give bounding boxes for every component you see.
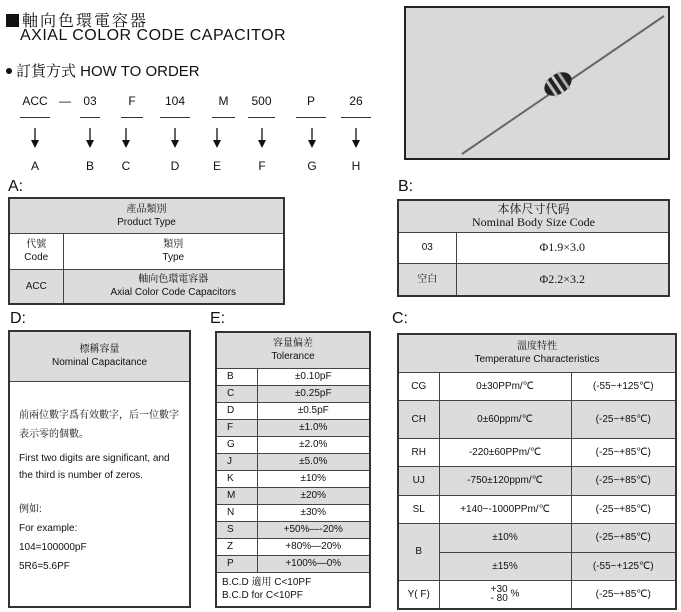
- underline: [160, 117, 190, 118]
- temperature-characteristics-table: [397, 333, 677, 610]
- table-row: B ±10% (-25~+85℃): [398, 523, 676, 552]
- order-code: 26: [349, 94, 363, 108]
- title-en: AXIAL COLOR CODE CAPACITOR: [20, 27, 287, 44]
- order-letter: H: [351, 159, 361, 173]
- underline: [80, 117, 100, 118]
- body-size-table: [397, 199, 670, 297]
- underline: [296, 117, 326, 118]
- table-row: J ±5.0%: [216, 453, 370, 470]
- table-row: N ±30%: [216, 504, 370, 521]
- underline: [121, 117, 143, 118]
- section-b-label: B:: [398, 178, 414, 195]
- arrow-down-icon: [212, 128, 222, 148]
- order-code: 03: [83, 94, 97, 108]
- order-letter: A: [30, 159, 39, 173]
- order-letter: D: [170, 159, 180, 173]
- section-d-label: D:: [10, 310, 26, 327]
- section-e-label: E:: [210, 310, 226, 327]
- nominal-capacitance-table: [8, 330, 191, 608]
- table-header: 本体尺寸代码 Nominal Body Size Code: [398, 200, 669, 232]
- table-row: Y( F) +30 - 80 % (-25~+85℃): [398, 580, 676, 609]
- table-row: Z +80%—20%: [216, 538, 370, 555]
- capacitance-description: 前兩位數字爲有效數字，后一位數字表示零的個數。 First two digits are significant, and the third is number of zeros. 例如: For example: 104=100000pF 5R6=5.6PF: [9, 381, 190, 607]
- order-code: 104: [164, 94, 186, 108]
- order-letter: F: [258, 159, 266, 173]
- order-code: F: [128, 94, 136, 108]
- order-code: 500: [251, 94, 272, 108]
- underline: [20, 117, 50, 118]
- table-row: M ±20%: [216, 487, 370, 504]
- order-code: P: [306, 94, 315, 108]
- underline: [212, 117, 235, 118]
- table-row: P +100%—0%: [216, 555, 370, 572]
- table-header: 標稱容量 Nominal Capacitance: [9, 331, 190, 381]
- tolerance-note: B.C.D 適用 C<10PF B.C.D for C<10PF: [216, 572, 370, 607]
- table-header: 溫度特性 Temperature Characteristics: [398, 334, 676, 372]
- table-row: UJ -750±120ppm/℃ (-25~+85℃): [398, 466, 676, 495]
- arrow-down-icon: [257, 128, 267, 148]
- tolerance-table: [215, 331, 371, 608]
- order-letter: E: [212, 159, 221, 173]
- table-row: C ±0.25pF: [216, 385, 370, 402]
- square-bullet-icon: [6, 14, 19, 27]
- underline: [341, 117, 371, 118]
- order-code: ACC: [22, 94, 48, 108]
- table-row: SL +140~-1000PPm/℃ (-25~+85℃): [398, 495, 676, 523]
- capacitor-photo: [404, 6, 670, 160]
- order-letter: C: [121, 159, 131, 173]
- product-type-table: [8, 197, 285, 305]
- arrow-down-icon: [351, 128, 361, 148]
- section-c-label: C:: [392, 310, 408, 327]
- arrow-down-icon: [307, 128, 317, 148]
- table-row: RH -220±60PPm/℃ (-25~+85℃): [398, 438, 676, 466]
- table-header: 容量偏差 Tolerance: [216, 332, 370, 368]
- order-code: M: [218, 94, 229, 108]
- table-row: ±15% (-55~+125℃): [398, 552, 676, 580]
- table-row: CG 0±30PPm/℃ (-55~+125℃): [398, 372, 676, 400]
- table-row: CH 0±60ppm/℃ (-25~+85℃): [398, 400, 676, 438]
- table-row: F ±1.0%: [216, 419, 370, 436]
- table-row: 空白 Φ2.2×3.2: [398, 263, 669, 296]
- order-dash: —: [59, 94, 71, 108]
- table-row: B ±0.10pF: [216, 368, 370, 385]
- section-a-label: A:: [8, 178, 24, 195]
- column-header-type: 類別 Type: [63, 233, 284, 269]
- title-cn: 軸向色環電容器: [6, 8, 148, 31]
- underline: [248, 117, 275, 118]
- table-row: ACC 軸向色環電容器 Axial Color Code Capacitors: [9, 269, 284, 304]
- table-row: D ±0.5pF: [216, 402, 370, 419]
- column-header-code: 代號 Code: [9, 233, 63, 269]
- arrow-down-icon: [85, 128, 95, 148]
- order-letter: B: [85, 159, 94, 173]
- arrow-down-icon: [121, 128, 131, 148]
- table-row: K ±10%: [216, 470, 370, 487]
- order-heading: 訂貨方式 HOW TO ORDER: [6, 60, 200, 81]
- bullet-icon: [6, 68, 12, 74]
- table-row: 03 Φ1.9×3.0: [398, 232, 669, 263]
- table-row: G ±2.0%: [216, 436, 370, 453]
- arrow-down-icon: [170, 128, 180, 148]
- order-letter: G: [307, 159, 317, 173]
- table-header: 產品類別 Product Type: [9, 198, 284, 233]
- arrow-down-icon: [30, 128, 40, 148]
- table-row: S +50%—-20%: [216, 521, 370, 538]
